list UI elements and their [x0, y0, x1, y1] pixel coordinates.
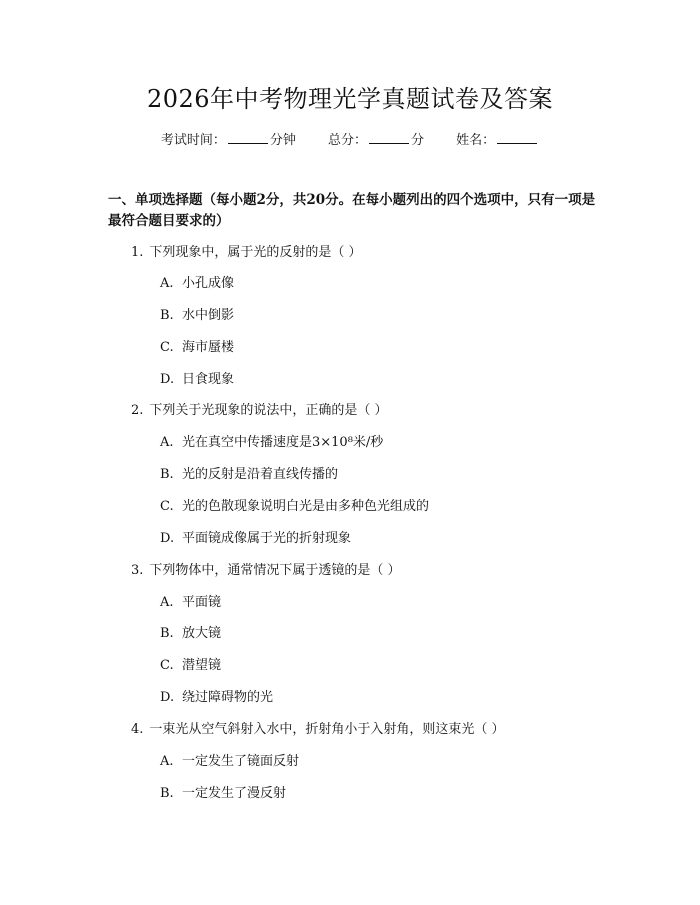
option-letter: A. [160, 435, 174, 450]
option-text: 一定发生了镜面反射 [182, 754, 300, 769]
option-letter: D. [160, 690, 175, 705]
option-letter: A. [160, 595, 174, 610]
exam-time [161, 131, 296, 150]
option [160, 625, 221, 643]
option-text: 绕过障碍物的光 [182, 690, 274, 705]
question-text: 下列关于光现象的说法中，正确的是（ ） [149, 403, 388, 418]
option-text: 放大镜 [182, 626, 222, 641]
option-text: 潜望镜 [182, 658, 222, 673]
option-letter: D. [160, 372, 175, 387]
time-label: 考试时间： [160, 133, 226, 148]
name-label: 姓名： [456, 133, 496, 148]
option [160, 785, 286, 803]
exam-meta [0, 131, 700, 150]
question [131, 244, 362, 262]
option-letter: A. [160, 754, 174, 769]
option [160, 530, 351, 548]
score-unit: 分 [411, 133, 425, 148]
question-number: 3. [131, 563, 144, 578]
time-unit: 分钟 [269, 133, 296, 148]
option [160, 657, 221, 675]
option [160, 307, 234, 325]
question-text: 下列现象中，属于光的反射的是（ ） [149, 245, 362, 260]
option-text: 水中倒影 [182, 308, 235, 323]
option-letter: B. [160, 786, 174, 801]
option-text: 小孔成像 [182, 276, 235, 291]
question-number: 1. [131, 245, 144, 260]
option-letter: A. [160, 276, 174, 291]
option [160, 466, 338, 484]
option [160, 689, 273, 707]
option-letter: C. [160, 499, 174, 514]
total-score [328, 131, 424, 150]
question [131, 721, 505, 739]
option [160, 275, 234, 293]
option [160, 753, 299, 771]
option [160, 594, 221, 612]
question-text: 一束光从空气斜射入水中，折射角小于入射角，则这束光（ ） [149, 722, 505, 737]
option-text: 光的反射是沿着直线传播的 [182, 467, 339, 482]
option-letter: D. [160, 531, 175, 546]
score-label: 总分： [327, 133, 367, 148]
option-text: 光在真空中传播速度是3×10⁸米/秒 [182, 435, 384, 450]
page-title: 2026年中考物理光学真题试卷及答案 [146, 85, 554, 113]
option-text: 日食现象 [182, 372, 235, 387]
score-blank [369, 131, 409, 144]
option [160, 498, 429, 516]
option-text: 光的色散现象说明白光是由多种色光组成的 [182, 499, 430, 514]
question-number: 4. [131, 722, 144, 737]
option-letter: C. [160, 340, 174, 355]
option [160, 371, 234, 389]
time-blank [228, 131, 268, 144]
option-text: 平面镜 [182, 595, 222, 610]
question-text: 下列物体中，通常情况下属于透镜的是（ ） [149, 563, 401, 578]
option [160, 434, 383, 452]
question-number: 2. [131, 403, 144, 418]
option-letter: B. [160, 308, 174, 323]
option-text: 海市蜃楼 [182, 340, 235, 355]
student-name [456, 131, 539, 150]
name-blank [497, 131, 537, 144]
question [131, 562, 401, 580]
option-letter: C. [160, 658, 174, 673]
section-heading: 一、单项选择题（每小题2分，共20分。在每小题列出的四个选项中，只有一项是最符合题目要求的） [108, 192, 596, 229]
question [131, 402, 388, 420]
option-text: 一定发生了漫反射 [182, 786, 287, 801]
option [160, 339, 234, 357]
option-letter: B. [160, 467, 174, 482]
option-text: 平面镜成像属于光的折射现象 [182, 531, 352, 546]
option-letter: B. [160, 626, 174, 641]
